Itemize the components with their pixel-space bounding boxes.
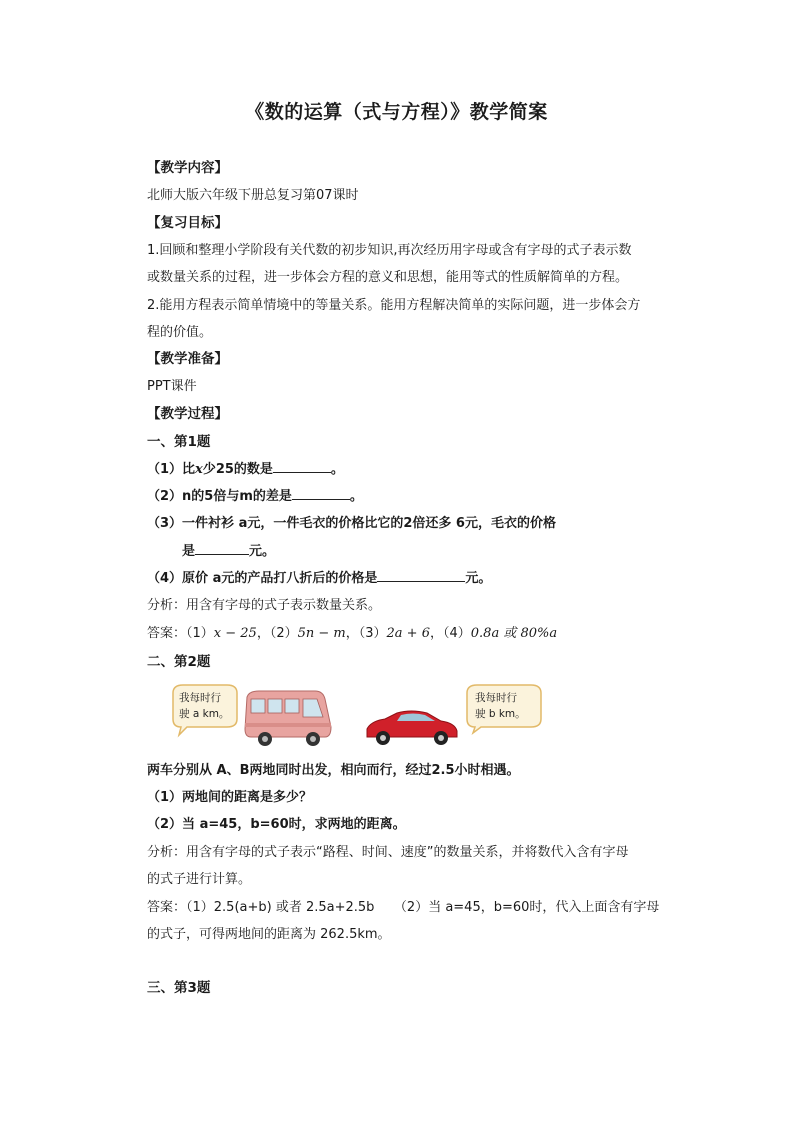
teaching-prep-text: PPT课件 [147, 379, 197, 394]
question-1-part-4 [147, 568, 491, 589]
question-2-answer-line-1: 答案：（1）2.5(a+b) 或者 2.5a+2.5b （2）当 a=45，b=60时，代入上面含有字母 [147, 900, 660, 915]
question-1-answer [147, 624, 557, 644]
q1-p3-end: 元。 [249, 544, 276, 559]
question-3-heading: 三、第3题 [147, 980, 211, 996]
q1-p2-end: 。 [349, 489, 363, 504]
bus-icon [245, 691, 331, 746]
left-bubble-line-1: 我每时行 [179, 692, 221, 704]
question-1-part-3: （3）一件衬衫 a元，一件毛衣的价格比它的2倍还多 6元，毛衣的价格 [147, 516, 556, 531]
right-bubble-line-1: 我每时行 [475, 692, 517, 704]
left-bubble-line-2: 驶 a km。 [179, 708, 230, 720]
question-1-part-1 [147, 459, 344, 480]
q1-p2-text: （2）n的5倍与m的差是 [147, 489, 292, 504]
q1-p4-end: 元。 [465, 571, 492, 586]
answer-label: 答案： [147, 626, 187, 641]
question-2-part-2: （2）当 a=45，b=60时，求两地的距离。 [147, 817, 406, 832]
question-2-part-1: （1）两地间的距离是多少？ [147, 790, 313, 805]
right-bubble-line-2: 驶 b km。 [475, 708, 526, 720]
teaching-content-heading: 【教学内容】 [147, 160, 228, 176]
right-speech-bubble [467, 685, 541, 733]
q1-p1-end: 。 [330, 462, 344, 477]
question-2-heading: 二、第2题 [147, 654, 211, 670]
teaching-process-heading: 【教学过程】 [147, 406, 228, 422]
goal-2-line-1: 2.能用方程表示简单情境中的等量关系。能用方程解决简单的实际问题，进一步体会方 [147, 298, 641, 313]
answer-blank[interactable] [273, 459, 331, 473]
left-speech-bubble [173, 685, 237, 735]
goal-1-line-1: 1.回顾和整理小学阶段有关代数的初步知识,再次经历用字母或含有字母的式子表示数 [147, 243, 632, 258]
answer-4-label: ，（4） [429, 626, 471, 641]
question-1-part-2 [147, 486, 363, 507]
question-1-analysis: 分析：用含有字母的式子表示数量关系。 [147, 598, 382, 613]
question-2-analysis-line-2: 的式子进行计算。 [147, 872, 252, 887]
answer-3-label: ，（3） [345, 626, 387, 641]
teaching-prep-heading: 【教学准备】 [147, 351, 228, 367]
goal-2-line-2: 程的价值。 [147, 325, 213, 340]
answer-blank[interactable] [195, 541, 249, 555]
q1-p1-text: 少25的数是 [202, 462, 273, 477]
car-icon [367, 711, 457, 745]
question-1-heading: 一、第1题 [147, 434, 211, 450]
q1-p1-prefix: （1）比 [147, 462, 196, 477]
answer-2-expr: 5n − m [297, 626, 346, 641]
answer-1-expr: x − 25 [213, 626, 257, 641]
page-title: 《数的运算（式与方程）》教学简案 [245, 101, 548, 123]
answer-blank[interactable] [292, 486, 350, 500]
goal-1-line-2: 或数量关系的过程，进一步体会方程的意义和思想，能用等式的性质解简单的方程。 [147, 270, 629, 285]
bus-and-car-illustration [165, 683, 545, 753]
review-goals-heading: 【复习目标】 [147, 215, 228, 231]
question-1-part-3-cont [182, 541, 275, 562]
answer-2-label: ，（2） [256, 626, 298, 641]
teaching-content-text: 北师大版六年级下册总复习第07课时 [147, 188, 359, 203]
q1-p4-text: （4）原价 a元的产品打八折后的价格是 [147, 571, 378, 586]
q1-p1-variable: x [195, 462, 203, 477]
answer-1-label: （1） [186, 626, 214, 641]
answer-4-expr: 0.8a 或 80%a [470, 626, 558, 641]
q1-p3-b: 是 [182, 544, 196, 559]
answer-3-expr: 2a + 6 [386, 626, 430, 641]
question-2-analysis-line-1: 分析：用含有字母的式子表示“路程、时间、速度”的数量关系，并将数代入含有字母 [147, 845, 629, 860]
question-2-problem: 两车分别从 A、B两地同时出发，相向而行，经过2.5小时相遇。 [147, 763, 520, 778]
answer-blank[interactable] [377, 568, 465, 582]
question-2-answer-line-2: 的式子，可得两地间的距离为 262.5km。 [147, 927, 391, 942]
